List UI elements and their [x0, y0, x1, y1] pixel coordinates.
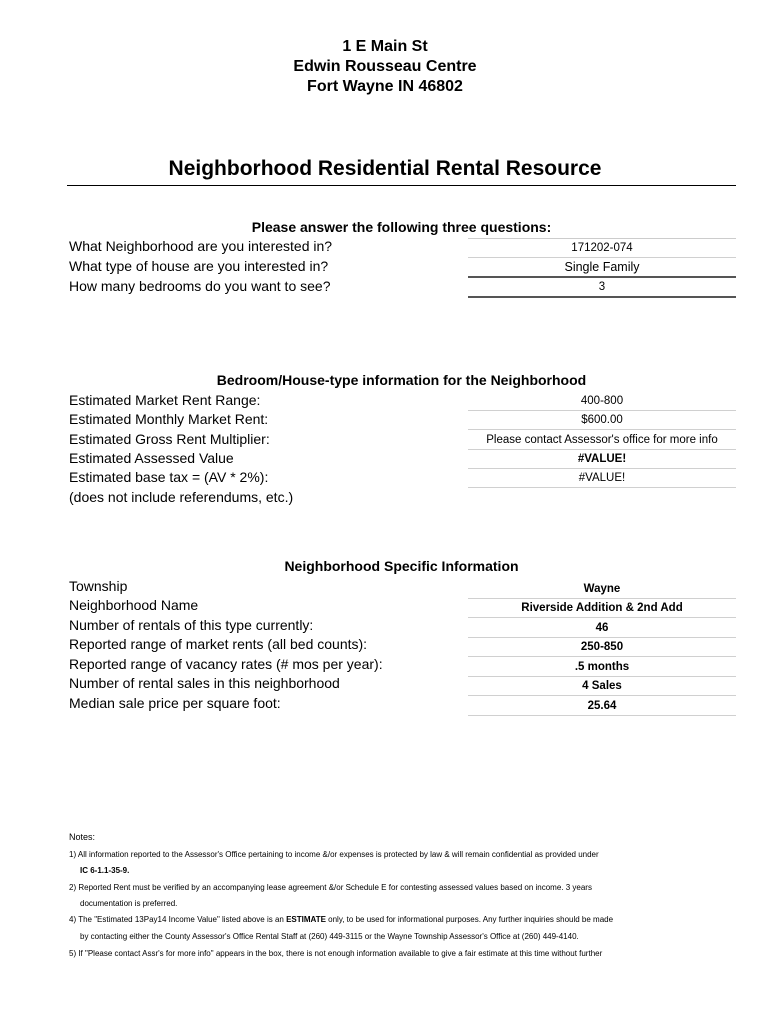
- referendum-footnote-row: [67, 488, 736, 507]
- row-value: $600.00: [468, 411, 736, 430]
- vacancy-rates-row: [67, 655, 736, 674]
- question-label: What Neighborhood are you interested in?: [69, 238, 333, 254]
- note-4-emphasis: ESTIMATE: [286, 915, 326, 924]
- row-value: 25.64: [468, 697, 736, 716]
- row-value: Riverside Addition & 2nd Add: [468, 599, 736, 618]
- row-label: Estimated Monthly Market Rent:: [69, 411, 269, 427]
- note-4-line-1: [69, 915, 613, 924]
- bedroom-heading: Bedroom/House-type information for the Neighborhood: [216, 372, 587, 388]
- title-divider: [67, 185, 736, 186]
- base-tax-row: [67, 468, 736, 487]
- address-line-1: 1 E Main St: [342, 38, 428, 55]
- township-row: [67, 577, 736, 596]
- note-2-line-1: 2) Reported Rent must be verified by an accompanying lease agreement &/or Schedule E for contesting assessed values based on income. 3 years: [69, 883, 592, 892]
- question-house-type: [67, 257, 736, 276]
- row-value: Please contact Assessor's office for more info: [468, 431, 736, 450]
- median-sale-price-row: [67, 694, 736, 713]
- row-label: Estimated base tax = (AV * 2%):: [69, 469, 269, 485]
- note-1-line-2: IC 6-1.1-35-9.: [80, 866, 130, 875]
- row-label: Reported range of vacancy rates (# mos per year):: [69, 656, 383, 672]
- neighborhood-name-row: [67, 596, 736, 615]
- row-label: Estimated Market Rent Range:: [69, 392, 261, 408]
- monthly-rent-row: [67, 410, 736, 429]
- market-rent-range-row: [67, 391, 736, 410]
- questions-heading: Please answer the following three questions:: [251, 219, 552, 235]
- question-label: What type of house are you interested in?: [69, 258, 329, 274]
- row-value: 250-850: [468, 638, 736, 657]
- row-value: Wayne: [468, 580, 736, 599]
- question-neighborhood: [67, 237, 736, 256]
- row-value: .5 months: [468, 658, 736, 677]
- bedrooms-select[interactable]: 3: [468, 278, 736, 298]
- row-value: 400-800: [468, 392, 736, 411]
- row-value: 46: [468, 619, 736, 638]
- row-label: Median sale price per square foot:: [69, 695, 281, 711]
- row-label: Estimated Gross Rent Multiplier:: [69, 431, 270, 447]
- house-type-select[interactable]: Single Family: [468, 258, 736, 278]
- note-5-line-1: 5) If "Please contact Assr's for more info" appears in the box, there is not enough information available to give a fair estimate at this time without further: [69, 949, 603, 958]
- note-2-line-2: documentation is preferred.: [80, 899, 178, 908]
- footnote-text: (does not include referendums, etc.): [69, 489, 294, 505]
- question-bedrooms: [67, 277, 736, 296]
- question-label: How many bedrooms do you want to see?: [69, 278, 331, 294]
- note-1-line-1: 1) All information reported to the Assessor's Office pertaining to income &/or expenses is protected by law & will remain confidential as provided under: [69, 850, 599, 859]
- rentals-count-row: [67, 616, 736, 635]
- neighborhood-input[interactable]: 171202-074: [468, 238, 736, 258]
- address-line-2: Edwin Rousseau Centre: [293, 58, 477, 75]
- row-value: #VALUE!: [468, 450, 736, 469]
- note-4-line-2: by contacting either the County Assessor's Office Rental Staff at (260) 449-3115 or the Wayne Township Assessor's Office at (260) 449-4140.: [80, 932, 579, 941]
- row-label: Number of rental sales in this neighborhood: [69, 675, 340, 691]
- note-4-text-cont: only, to be used for informational purposes. Any further inquiries should be made: [325, 915, 614, 924]
- rental-sales-row: [67, 674, 736, 693]
- row-value: #VALUE!: [468, 469, 736, 488]
- notes-heading: Notes:: [69, 832, 96, 842]
- assessed-value-row: [67, 449, 736, 468]
- market-rents-range-row: [67, 635, 736, 654]
- neighborhood-heading: Neighborhood Specific Information: [284, 558, 519, 574]
- gross-rent-multiplier-row: [67, 430, 736, 449]
- row-label: Number of rentals of this type currently:: [69, 617, 314, 633]
- page-title: Neighborhood Residential Rental Resource: [168, 157, 602, 180]
- note-4-text: 4) The "Estimated 13Pay14 Income Value" listed above is an: [69, 915, 287, 924]
- row-label: Township: [69, 578, 128, 594]
- row-value: 4 Sales: [468, 677, 736, 696]
- address-line-3: Fort Wayne IN 46802: [307, 78, 463, 95]
- row-label: Neighborhood Name: [69, 597, 199, 613]
- row-label: Estimated Assessed Value: [69, 450, 234, 466]
- row-label: Reported range of market rents (all bed counts):: [69, 636, 368, 652]
